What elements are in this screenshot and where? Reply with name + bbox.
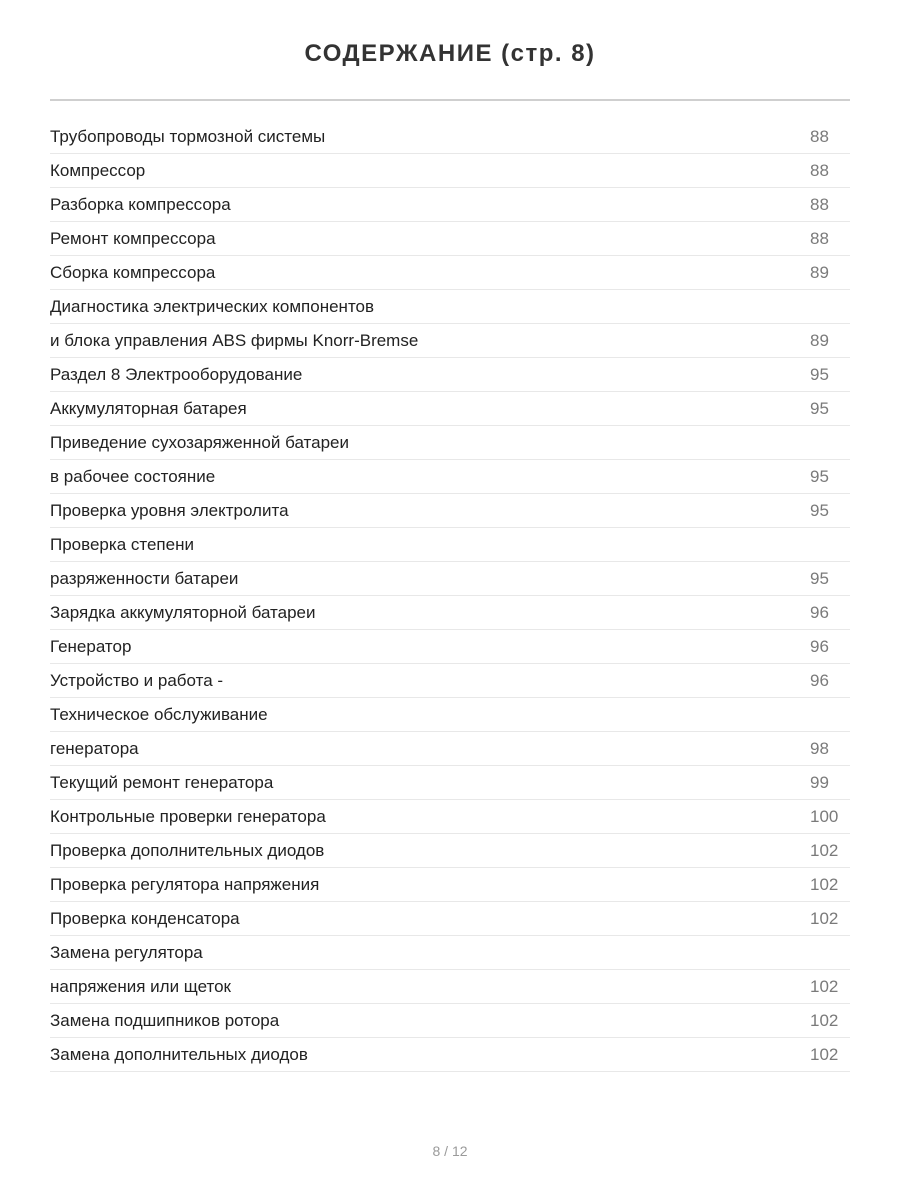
toc-entry-title: Проверка конденсатора: [50, 908, 240, 928]
toc-entry-title: напряжения или щеток: [50, 976, 231, 996]
toc-entry-page: 102: [810, 908, 839, 928]
toc-entry-title: разряженности батареи: [50, 568, 239, 588]
toc-entry: [50, 426, 850, 460]
toc-entry-page: 95: [810, 466, 829, 486]
toc-entry: [50, 120, 850, 154]
title-divider: [50, 99, 850, 101]
toc-entry: [50, 596, 850, 630]
toc-entry-page: 98: [810, 738, 829, 758]
toc-entry-title: Генератор: [50, 636, 132, 656]
toc-entry-page: 95: [810, 364, 829, 384]
toc-entry: [50, 732, 850, 766]
toc-entry-page: 100: [810, 806, 839, 826]
toc-entry-title: Проверка дополнительных диодов: [50, 840, 325, 860]
toc-entry: [50, 970, 850, 1004]
toc-entry: [50, 630, 850, 664]
toc-entry-page: 88: [810, 160, 829, 180]
toc-entry: [50, 868, 850, 902]
toc-entry: [50, 1038, 850, 1072]
toc-entry-page: 102: [810, 976, 839, 996]
toc-entry-page: 88: [810, 228, 829, 248]
toc-entry: [50, 902, 850, 936]
toc-entry-page: 102: [810, 874, 839, 894]
toc-entry-title: Трубопроводы тормозной системы: [50, 126, 326, 146]
toc-entry-page: 102: [810, 1010, 839, 1030]
toc-entry-title: Проверка уровня электролита: [50, 500, 289, 520]
toc-entry-title: Ремонт компрессора: [50, 228, 216, 248]
toc-entry-page: 88: [810, 194, 829, 214]
toc-entry: [50, 222, 850, 256]
toc-entry-title: Компрессор: [50, 160, 146, 180]
toc-entry-title: Проверка степени: [50, 534, 194, 554]
table-of-contents: [50, 120, 850, 1072]
toc-entry-title: Техническое обслуживание: [50, 704, 268, 724]
toc-entry-title: Аккумуляторная батарея: [50, 398, 247, 418]
toc-entry-title: Сборка компрессора: [50, 262, 216, 282]
toc-entry-page: 102: [810, 840, 839, 860]
toc-entry-page: 96: [810, 602, 829, 622]
toc-entry: [50, 766, 850, 800]
toc-entry: [50, 358, 850, 392]
toc-entry: [50, 698, 850, 732]
toc-entry-title: Приведение сухозаряженной батареи: [50, 432, 349, 452]
toc-entry-page: 95: [810, 568, 829, 588]
toc-entry-title: Зарядка аккумуляторной батареи: [50, 602, 316, 622]
toc-entry: [50, 936, 850, 970]
toc-entry-title: в рабочее состояние: [50, 466, 216, 486]
toc-entry-title: и блока управления ABS фирмы Knorr-Bremse: [50, 330, 419, 350]
toc-entry-title: Диагностика электрических компонентов: [50, 296, 375, 316]
toc-entry-title: Замена подшипников ротора: [50, 1010, 280, 1030]
toc-entry-title: Проверка регулятора напряжения: [50, 874, 320, 894]
toc-entry: [50, 154, 850, 188]
toc-entry: [50, 528, 850, 562]
toc-entry: [50, 290, 850, 324]
toc-entry: [50, 834, 850, 868]
toc-entry-page: 96: [810, 636, 829, 656]
toc-entry-page: 89: [810, 330, 829, 350]
toc-entry-title: Текущий ремонт генератора: [50, 772, 274, 792]
toc-entry: [50, 562, 850, 596]
toc-entry-page: 89: [810, 262, 829, 282]
toc-entry: [50, 324, 850, 358]
toc-entry-page: 102: [810, 1044, 839, 1064]
page-indicator: 8 / 12: [432, 1143, 468, 1159]
toc-entry: [50, 256, 850, 290]
page-title: СОДЕРЖАНИЕ (стр. 8): [304, 40, 596, 67]
toc-entry: [50, 664, 850, 698]
toc-entry-page: 95: [810, 398, 829, 418]
toc-entry: [50, 1004, 850, 1038]
toc-entry-page: 88: [810, 126, 829, 146]
toc-entry: [50, 460, 850, 494]
toc-entry: [50, 800, 850, 834]
toc-entry-title: Замена дополнительных диодов: [50, 1044, 308, 1064]
toc-entry-title: Замена регулятора: [50, 942, 203, 962]
toc-entry-title: Контрольные проверки генератора: [50, 806, 326, 826]
toc-entry-title: Устройство и работа -: [50, 670, 224, 690]
toc-entry-title: Раздел 8 Электрооборудование: [50, 364, 303, 384]
toc-entry-title: генератора: [50, 738, 139, 758]
toc-entry-page: 99: [810, 772, 829, 792]
toc-entry-page: 95: [810, 500, 829, 520]
toc-entry: [50, 392, 850, 426]
toc-entry: [50, 494, 850, 528]
toc-entry-title: Разборка компрессора: [50, 194, 231, 214]
toc-entry: [50, 188, 850, 222]
toc-entry-page: 96: [810, 670, 829, 690]
